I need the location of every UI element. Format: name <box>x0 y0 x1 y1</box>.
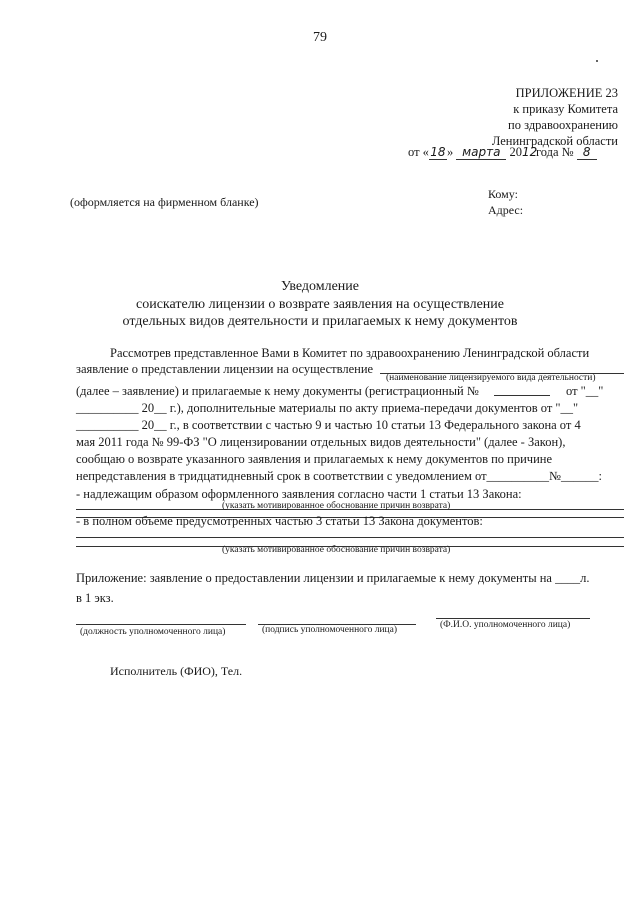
position-sign-line <box>76 624 246 625</box>
appendix-line-3: Ленинградской области <box>491 134 618 148</box>
appendix-title: ПРИЛОЖЕНИЕ 23 <box>515 86 618 100</box>
name-caption: (Ф.И.О. уполномоченного лица) <box>440 620 571 630</box>
attachment-line-2: в 1 экз. <box>76 591 114 605</box>
date-year-suffix: 12 <box>521 145 538 159</box>
doc-subtitle-2: отдельных видов деятельности и прилагаемых к нему документов <box>122 314 518 329</box>
reason-1-caption: (указать мотивированное обоснование причин возврата) <box>222 501 451 511</box>
body-line-8: непредставления в тридцатидневный срок в соответствии с уведомлением от__________№______: <box>76 469 602 483</box>
body-line-7: сообщаю о возврате указанного заявления и прилагаемых к нему документов по причине <box>76 452 553 466</box>
date-year-word: года № <box>535 145 574 159</box>
recipient-address: Адрес: <box>488 203 524 217</box>
body-line-4: __________ 20__ г.), дополнительные материалы по акту приема-передачи документов от "__" <box>76 401 579 415</box>
appendix-date-line <box>408 145 597 160</box>
body-line-5: __________ 20__ г., в соответствии с частью 9 и частью 10 статьи 13 Федерального закона от 4 <box>76 418 581 432</box>
reason-2-fill-line-a <box>76 537 624 538</box>
activity-caption: (наименование лицензируемого вида деятельности) <box>386 373 596 383</box>
reason-item-1: - надлежащим образом оформленного заявления согласно части 1 статьи 13 Закона: <box>76 487 522 501</box>
recipient-to: Кому: <box>488 187 518 201</box>
date-year-prefix: 20 <box>509 145 522 159</box>
body-line-3b: от "__" <box>566 384 604 398</box>
reg-number-line <box>494 395 550 396</box>
body-line-3a: (далее – заявление) и прилагаемые к нему документы (регистрационный № <box>76 384 479 398</box>
attachment-line-1: Приложение: заявление о предоставлении лицензии и прилагаемые к нему документы на ____л. <box>76 571 590 585</box>
date-month: марта <box>456 145 506 160</box>
doc-subtitle-1: соискателю лицензии о возврате заявления на осуществление <box>136 297 504 312</box>
signature-caption: (подпись уполномоченного лица) <box>262 625 398 635</box>
body-line-6: мая 2011 года № 99-ФЗ "О лицензировании отдельных видов деятельности" (далее - Закон), <box>76 435 566 449</box>
scan-dot <box>596 60 598 62</box>
appendix-line-2: по здравоохранению <box>508 118 618 132</box>
doc-title: Уведомление <box>280 279 359 294</box>
body-line-1: Рассмотрев представленное Вами в Комитет по здравоохранению Ленинградской области <box>110 346 590 360</box>
letterhead-note: (оформляется на фирменном бланке) <box>70 195 259 209</box>
body-line-2: заявление о представлении лицензии на осуществление <box>76 362 374 376</box>
reason-item-2: - в полном объеме предусмотренных частью 3 статьи 13 Закона документов: <box>76 514 483 528</box>
date-mid: » <box>446 145 454 159</box>
name-sign-line <box>436 618 590 619</box>
order-number: 8 <box>577 145 597 160</box>
position-caption: (должность уполномоченного лица) <box>80 627 226 637</box>
date-day: 18 <box>430 145 446 159</box>
date-prefix: от « <box>408 145 429 159</box>
appendix-line-1: к приказу Комитета <box>513 102 618 116</box>
reason-2-caption: (указать мотивированное обоснование причин возврата) <box>222 545 451 555</box>
page-number: 79 <box>313 30 327 45</box>
executor: Исполнитель (ФИО), Тел. <box>110 664 243 678</box>
